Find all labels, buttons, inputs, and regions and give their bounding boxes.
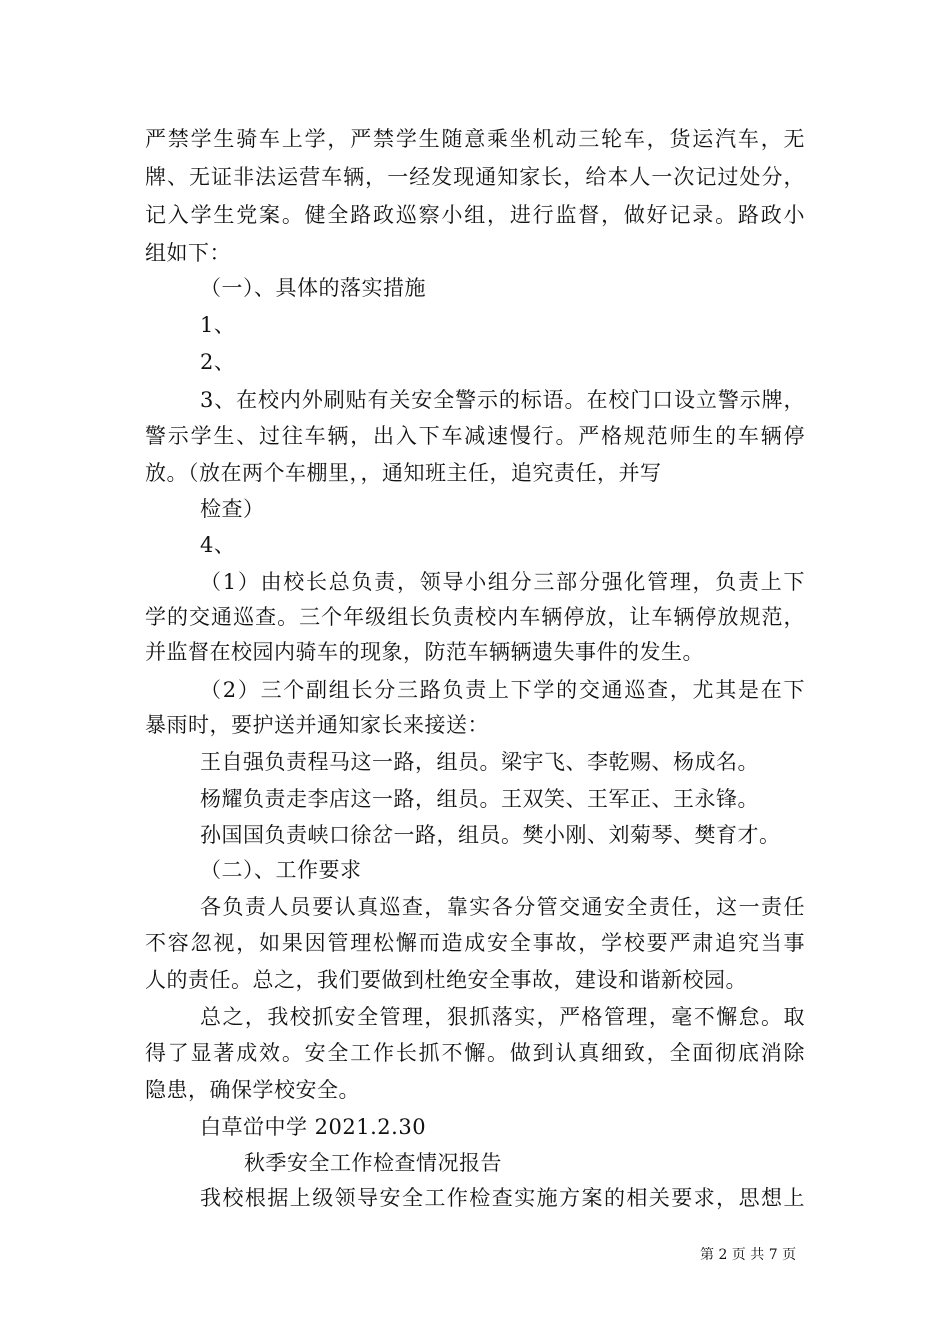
paragraph-line: 我校根据上级领导安全工作检查实施方案的相关要求，思想上 bbox=[200, 1186, 805, 1210]
signature-date: 白草峃中学 2021.2.30 bbox=[200, 1115, 427, 1139]
paragraph-line: 严禁学生骑车上学，严禁学生随意乘坐机动三轮车，货运汽车，无 bbox=[145, 127, 805, 151]
paragraph-line: （2）三个副组长分三路负责上下学的交通巡查，尤其是在下 bbox=[200, 678, 805, 702]
paragraph-line: 牌、无证非法运营车辆，一经发现通知家长，给本人一次记过处分， bbox=[145, 165, 805, 189]
paragraph-line: 得了显著成效。安全工作长抓不懈。做到认真细致，全面彻底消除 bbox=[145, 1041, 805, 1065]
patrol-assignment: 杨耀负责走李店这一路，组员。王双笑、王军正、王永锋。 bbox=[200, 787, 759, 811]
section-heading: （二）、工作要求 bbox=[200, 858, 362, 882]
list-item-number: 2、 bbox=[200, 350, 236, 374]
paragraph-line: 学的交通巡查。三个年级组长负责校内车辆停放，让车辆停放规范， bbox=[145, 605, 805, 629]
paragraph-line: 放。（放在两个车棚里，，通知班主任，追究责任，并写 bbox=[145, 461, 662, 485]
paragraph-line: 警示学生、过往车辆，出入下车减速慢行。严格规范师生的车辆停 bbox=[145, 424, 805, 448]
paragraph-line: 组如下： bbox=[145, 241, 231, 265]
paragraph-line: 3、在校内外刷贴有关安全警示的标语。在校门口设立警示牌， bbox=[200, 388, 805, 412]
section-heading: （一）、具体的落实措施 bbox=[200, 276, 426, 300]
paragraph-line: 总之，我校抓安全管理，狠抓落实，严格管理，毫不懈怠。取 bbox=[200, 1005, 805, 1029]
patrol-assignment: 孙国国负责峡口徐岔一路，组员。樊小刚、刘菊琴、樊育才。 bbox=[200, 823, 781, 847]
paragraph-line: 不容忽视，如果因管理松懈而造成安全事故，学校要严肃追究当事 bbox=[145, 931, 805, 955]
page-number: 第 2 页 共 7 页 bbox=[700, 1247, 797, 1263]
paragraph-line: 检查） bbox=[200, 497, 265, 521]
list-item-number: 1、 bbox=[200, 313, 236, 337]
paragraph-line: 隐患，确保学校安全。 bbox=[145, 1078, 360, 1102]
paragraph-line: 记入学生党案。健全路政巡察小组，进行监督，做好记录。路政小 bbox=[145, 203, 805, 227]
patrol-assignment: 王自强负责程马这一路，组员。梁宇飞、李乾赐、杨成名。 bbox=[200, 750, 759, 774]
paragraph-line: 各负责人员要认真巡查，靠实各分管交通安全责任，这一责任 bbox=[200, 895, 805, 919]
paragraph-line: 暴雨时，要护送并通知家长来接送： bbox=[145, 713, 489, 737]
list-item-number: 4、 bbox=[200, 533, 236, 557]
report-title: 秋季安全工作检查情况报告 bbox=[244, 1151, 502, 1175]
paragraph-line: 并监督在校园内骑车的现象，防范车辆辆遗失事件的发生。 bbox=[145, 640, 704, 664]
paragraph-line: （1）由校长总负责，领导小组分三部分强化管理，负责上下 bbox=[200, 570, 805, 594]
paragraph-line: 人的责任。总之，我们要做到杜绝安全事故，建设和谐新校园。 bbox=[145, 968, 747, 992]
